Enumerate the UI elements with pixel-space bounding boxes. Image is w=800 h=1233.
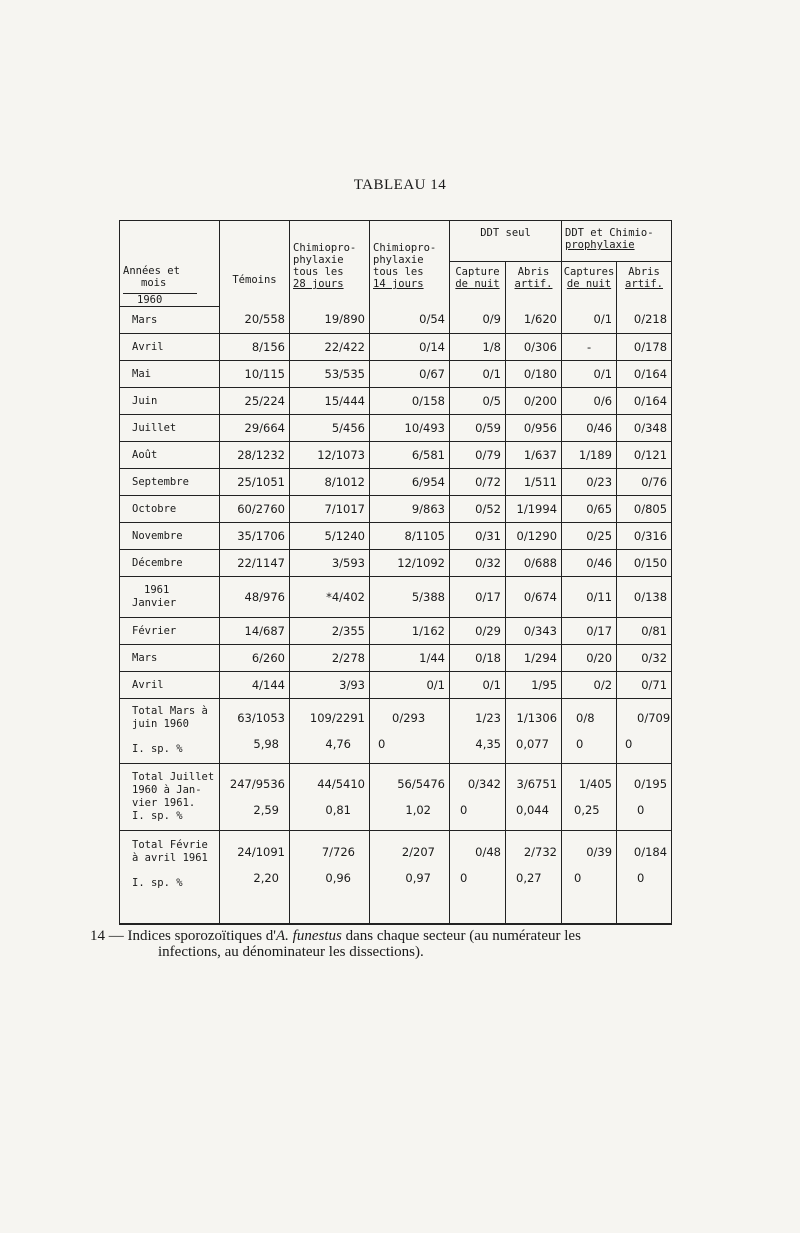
- table-bottom: [120, 899, 672, 924]
- total-value: 2/207: [401, 844, 435, 859]
- blank-cell: [370, 899, 450, 924]
- table-row: [120, 576, 672, 617]
- cell: 10/493: [370, 414, 450, 441]
- cell: 0/67: [370, 360, 450, 387]
- cell: 0/138: [617, 576, 672, 617]
- cell: 0/150: [617, 549, 672, 576]
- cell: 0/180: [506, 360, 562, 387]
- abris2-l1: Abris: [628, 266, 660, 278]
- blank-cell: [120, 899, 220, 924]
- cell: 6/581: [370, 441, 450, 468]
- total-value: 1/1306: [516, 710, 558, 725]
- header-ddt-seul: DDT seul: [450, 221, 562, 262]
- isp-value: 0: [625, 736, 633, 751]
- cell: 12/1073: [290, 441, 370, 468]
- table-row: [120, 549, 672, 576]
- table-row: [120, 468, 672, 495]
- header-chimio-14: [370, 221, 450, 307]
- header-abris-2: [617, 262, 672, 307]
- cell: 0/956: [506, 414, 562, 441]
- cell: 1/95: [506, 671, 562, 698]
- cell: 0/59: [450, 414, 506, 441]
- header-captures-2: [562, 262, 617, 307]
- cell: 10/115: [220, 360, 290, 387]
- total-value: 44/5410: [317, 776, 365, 791]
- row-label: Mars: [120, 644, 220, 671]
- cell: [617, 763, 672, 830]
- cell: [290, 698, 370, 763]
- total-label: [120, 763, 220, 830]
- chimio14-l1: Chimiopro-: [373, 242, 437, 254]
- cell: 0/218: [617, 306, 672, 333]
- chimio14-l2: phylaxie: [373, 254, 424, 266]
- data-table: [119, 220, 672, 925]
- cell: 0/17: [450, 576, 506, 617]
- cell: 0/32: [450, 549, 506, 576]
- isp-value: 5,98: [253, 736, 279, 751]
- cell: 1/637: [506, 441, 562, 468]
- blank-cell: [617, 899, 672, 924]
- cell: 0/65: [562, 495, 617, 522]
- cell: 0/1: [450, 671, 506, 698]
- cell: 0/688: [506, 549, 562, 576]
- row-label: Mars: [120, 306, 220, 333]
- isp-value: 0,81: [325, 802, 351, 817]
- isp-value: 1,02: [405, 802, 431, 817]
- total-value: 56/5476: [397, 776, 445, 791]
- total-value: 109/2291: [309, 710, 365, 725]
- total-label-l3: vier 1961.: [132, 796, 196, 809]
- cell: 12/1092: [370, 549, 450, 576]
- row-label: Avril: [120, 333, 220, 360]
- cell: 28/1232: [220, 441, 290, 468]
- abris-l2: artif.: [514, 278, 553, 290]
- blank-cell: [290, 899, 370, 924]
- isp-value: 0,96: [325, 870, 351, 885]
- chimio28-l2: phylaxie: [293, 254, 344, 266]
- cell: 0/1: [562, 306, 617, 333]
- isp-value: 0: [378, 736, 386, 751]
- cell: 60/2760: [220, 495, 290, 522]
- cell: [617, 698, 672, 763]
- cell: 25/224: [220, 387, 290, 414]
- total-value: 0/342: [467, 776, 501, 791]
- total-label-l1: Total Juillet: [132, 770, 215, 783]
- cell: 0/164: [617, 360, 672, 387]
- cell: 0/71: [617, 671, 672, 698]
- isp-value: 0,077: [516, 736, 549, 751]
- cell: 0/348: [617, 414, 672, 441]
- cell: 3/593: [290, 549, 370, 576]
- abris-l1: Abris: [517, 266, 550, 278]
- caption-suffix: dans chaque secteur (au numérateur les: [341, 928, 581, 944]
- cell: [450, 763, 506, 830]
- cell: 0/32: [617, 644, 672, 671]
- blank-cell: [220, 899, 290, 924]
- cell: [220, 698, 290, 763]
- cell: *4/402: [290, 576, 370, 617]
- cell: 1/294: [506, 644, 562, 671]
- cell: 1/511: [506, 468, 562, 495]
- caption-prefix: 14 — Indices sporozoïtiques d': [90, 928, 277, 944]
- cell: 1/44: [370, 644, 450, 671]
- table-row: [120, 644, 672, 671]
- cell: 0/20: [562, 644, 617, 671]
- cell: [562, 830, 617, 899]
- isp-label: I. sp. %: [132, 809, 183, 822]
- total-label: [120, 830, 220, 899]
- cell: 0/54: [370, 306, 450, 333]
- cell: 25/1051: [220, 468, 290, 495]
- cell: 22/422: [290, 333, 370, 360]
- total-value: 0/8: [576, 710, 595, 725]
- total-row: [120, 830, 672, 899]
- table-row: [120, 617, 672, 644]
- table-row: [120, 387, 672, 414]
- chimio28-l1: Chimiopro-: [293, 242, 357, 254]
- cell: 48/976: [220, 576, 290, 617]
- cell: 20/558: [220, 306, 290, 333]
- total-value: 0/709: [637, 710, 671, 725]
- cell: 6/260: [220, 644, 290, 671]
- cell: 53/535: [290, 360, 370, 387]
- cell: 0/9: [450, 306, 506, 333]
- cell: 2/355: [290, 617, 370, 644]
- cell: [562, 763, 617, 830]
- capture2-l1: Captures: [563, 266, 615, 278]
- cell: 0/52: [450, 495, 506, 522]
- total-label-l1: Total Mars à: [132, 705, 208, 717]
- table-row: [120, 441, 672, 468]
- blank-cell: [562, 899, 617, 924]
- table-row: [120, 495, 672, 522]
- cell: 0/1: [370, 671, 450, 698]
- cell: 0/25: [562, 522, 617, 549]
- cell: 0/6: [562, 387, 617, 414]
- header-capture: [450, 262, 506, 307]
- cell: 0/1: [562, 360, 617, 387]
- cell: 0/805: [617, 495, 672, 522]
- cell: [506, 763, 562, 830]
- isp-label: I. sp. %: [132, 743, 183, 755]
- cell: 8/1105: [370, 522, 450, 549]
- cell: 1/1994: [506, 495, 562, 522]
- total-value: 0/39: [586, 844, 613, 859]
- cell: 3/93: [290, 671, 370, 698]
- cell: 35/1706: [220, 522, 290, 549]
- blank-cell: [450, 899, 506, 924]
- cell: 1/620: [506, 306, 562, 333]
- isp-value: 0,97: [405, 870, 431, 885]
- capture-l2: de nuit: [455, 278, 500, 290]
- cell: 0/343: [506, 617, 562, 644]
- isp-value: 0,044: [516, 802, 549, 817]
- header-abris: [506, 262, 562, 307]
- isp-value: 2,59: [253, 802, 279, 817]
- table-title: TABLEAU 14: [353, 177, 447, 193]
- isp-value: 0: [637, 870, 645, 885]
- row-label-janvier: [120, 576, 220, 617]
- total-label-l2: juin 1960: [132, 718, 189, 730]
- table-row: [120, 306, 672, 333]
- cell: 0/23: [562, 468, 617, 495]
- cell: 1/8: [450, 333, 506, 360]
- row-label: Février: [120, 617, 220, 644]
- total-label-l2: à avril 1961: [132, 852, 208, 864]
- cell: 19/890: [290, 306, 370, 333]
- table-row: [120, 522, 672, 549]
- chimio14-l4: 14 jours: [373, 278, 424, 290]
- row-label: Mai: [120, 360, 220, 387]
- cell: 15/444: [290, 387, 370, 414]
- cell: [450, 698, 506, 763]
- capture2-l2: de nuit: [566, 278, 612, 290]
- table-caption: [90, 928, 710, 960]
- total-value: 0/293: [392, 710, 426, 725]
- cell: 0/17: [562, 617, 617, 644]
- row-label: Décembre: [120, 549, 220, 576]
- cell: 5/1240: [290, 522, 370, 549]
- cell: 8/1012: [290, 468, 370, 495]
- caption-species: A. funestus: [276, 928, 342, 944]
- cell: 0/164: [617, 387, 672, 414]
- cell: 0/306: [506, 333, 562, 360]
- table-row: [120, 414, 672, 441]
- cell: [506, 830, 562, 899]
- cell: 6/954: [370, 468, 450, 495]
- cell: 8/156: [220, 333, 290, 360]
- isp-value: 4,35: [475, 736, 501, 751]
- cell: [370, 698, 450, 763]
- table-row: [120, 333, 672, 360]
- cell: 0/76: [617, 468, 672, 495]
- table-row: [120, 671, 672, 698]
- row-label: Juillet: [120, 414, 220, 441]
- cell: 7/1017: [290, 495, 370, 522]
- isp-value: 0,27: [516, 870, 542, 885]
- cell: [562, 698, 617, 763]
- total-label: [120, 698, 220, 763]
- total-value: 247/9536: [229, 776, 285, 791]
- cell: 0/81: [617, 617, 672, 644]
- cell: 0/158: [370, 387, 450, 414]
- cell: 9/863: [370, 495, 450, 522]
- ddt-chimio-l2: prophylaxie: [565, 239, 635, 251]
- cell: 0/14: [370, 333, 450, 360]
- cell: 0/72: [450, 468, 506, 495]
- cell: 0/316: [617, 522, 672, 549]
- isp-value: 0,25: [574, 802, 600, 817]
- total-value: 7/726: [321, 844, 355, 859]
- row-label: Janvier: [132, 596, 177, 609]
- cell: 0/1: [450, 360, 506, 387]
- isp-value: 2,20: [253, 870, 279, 885]
- total-row: [120, 763, 672, 830]
- cell: 0/46: [562, 414, 617, 441]
- cell: [290, 763, 370, 830]
- year-1961-label: 1961: [144, 583, 170, 596]
- abris2-l2: artif.: [625, 278, 663, 290]
- cell: [617, 830, 672, 899]
- cell: 0/31: [450, 522, 506, 549]
- cell: 0/18: [450, 644, 506, 671]
- cell: 1/189: [562, 441, 617, 468]
- capture-l1: Capture: [455, 266, 500, 278]
- cell: [220, 763, 290, 830]
- total-label-l1: Total Févrie: [132, 839, 208, 851]
- caption-line2: infections, au dénominateur les dissections).: [158, 944, 424, 960]
- chimio14-l3: tous les: [373, 266, 424, 278]
- isp-value: 0: [637, 802, 645, 817]
- isp-value: 0: [574, 870, 582, 885]
- cell: 0/200: [506, 387, 562, 414]
- blank-cell: [506, 899, 562, 924]
- total-label-l2: 1960 à Jan-: [132, 783, 202, 796]
- cell: [220, 830, 290, 899]
- total-value: 63/1053: [237, 710, 285, 725]
- chimio28-l4: 28 jours: [293, 278, 344, 290]
- total-value: 2/732: [523, 844, 558, 859]
- total-value: 24/1091: [237, 844, 285, 859]
- cell: 14/687: [220, 617, 290, 644]
- total-value: 1/23: [475, 710, 501, 725]
- cell: -: [562, 333, 617, 360]
- cell: 5/388: [370, 576, 450, 617]
- table-row: [120, 360, 672, 387]
- isp-value: 0: [576, 736, 584, 751]
- cell: [290, 830, 370, 899]
- header-annees-line1: Années et: [123, 264, 180, 277]
- cell: 29/664: [220, 414, 290, 441]
- cell: 2/278: [290, 644, 370, 671]
- total-value: 0/48: [475, 844, 501, 859]
- cell: 5/456: [290, 414, 370, 441]
- header-chimio-28: [290, 221, 370, 307]
- row-label: Avril: [120, 671, 220, 698]
- cell: 0/29: [450, 617, 506, 644]
- header-annees: [120, 221, 220, 307]
- cell: 0/11: [562, 576, 617, 617]
- cell: 0/121: [617, 441, 672, 468]
- row-label: Octobre: [120, 495, 220, 522]
- cell: 4/144: [220, 671, 290, 698]
- isp-value: 0: [460, 870, 468, 885]
- isp-value: 0: [460, 802, 468, 817]
- row-label: Août: [120, 441, 220, 468]
- row-label: Septembre: [120, 468, 220, 495]
- ddt-chimio-l1: DDT et Chimio-: [565, 227, 654, 239]
- total-value: 0/184: [633, 844, 668, 859]
- total-row: [120, 698, 672, 763]
- row-label: Juin: [120, 387, 220, 414]
- cell: [450, 830, 506, 899]
- cell: 0/674: [506, 576, 562, 617]
- header-ddt-chimio: [562, 221, 672, 262]
- cell: 0/46: [562, 549, 617, 576]
- cell: 22/1147: [220, 549, 290, 576]
- isp-value: 4,76: [325, 736, 351, 751]
- total-value: 1/405: [578, 776, 613, 791]
- cell: 0/178: [617, 333, 672, 360]
- chimio28-l3: tous les: [293, 266, 344, 278]
- cell: 0/5: [450, 387, 506, 414]
- header-annees-line2: mois: [141, 276, 167, 289]
- cell: 1/162: [370, 617, 450, 644]
- total-value: 0/195: [633, 776, 668, 791]
- year-1960-label: 1960: [123, 293, 197, 306]
- cell: [370, 830, 450, 899]
- cell: [370, 763, 450, 830]
- isp-label: I. sp. %: [132, 877, 183, 889]
- cell: 0/1290: [506, 522, 562, 549]
- total-value: 3/6751: [516, 776, 558, 791]
- cell: [506, 698, 562, 763]
- row-label: Novembre: [120, 522, 220, 549]
- cell: 0/79: [450, 441, 506, 468]
- header-temoins: Témoins: [220, 221, 290, 307]
- cell: 0/2: [562, 671, 617, 698]
